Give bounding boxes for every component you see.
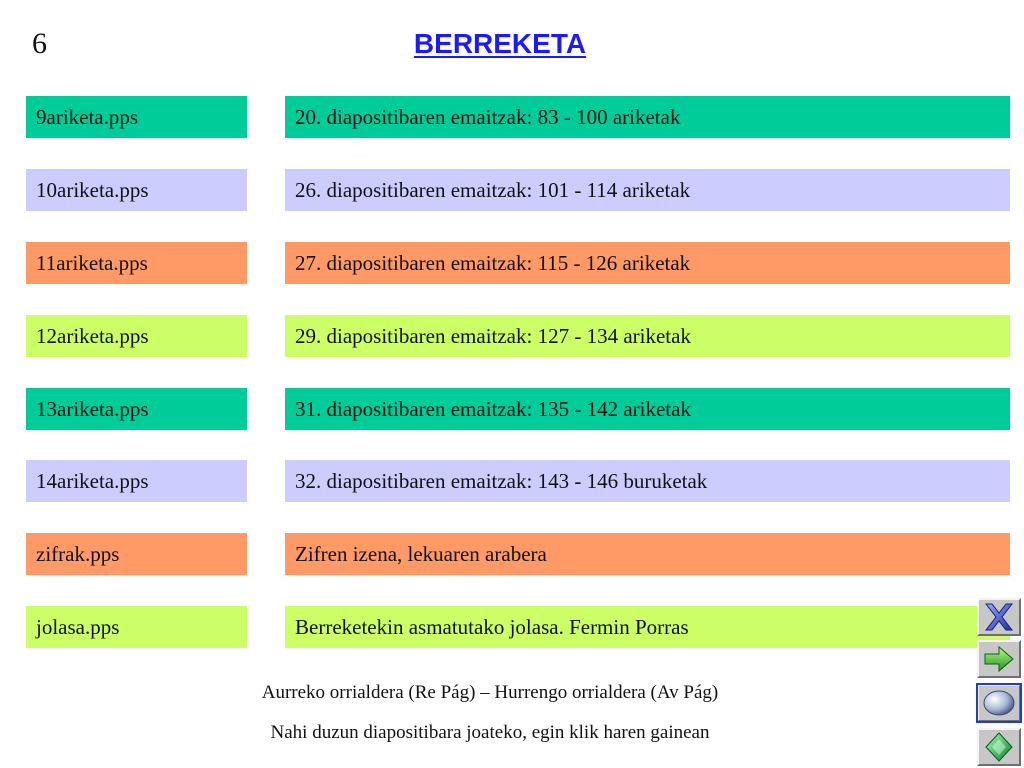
footer-navigation-hint: Aurreko orrialdera (Re Pág) – Hurrengo orrialdera (Av Pág) xyxy=(261,682,719,703)
file-link[interactable]: zifrak.pps xyxy=(26,533,247,575)
file-link[interactable]: jolasa.pps xyxy=(26,606,247,648)
list-item xyxy=(0,315,1024,357)
close-button[interactable] xyxy=(977,598,1021,636)
description-link[interactable]: 20. diapositibaren emaitzak: 83 - 100 ariketak xyxy=(285,96,1010,138)
list-item xyxy=(0,533,1024,575)
arrow-right-icon xyxy=(981,643,1017,675)
description-link[interactable]: Berreketekin asmatutako jolasa. Fermin Porras xyxy=(285,606,1010,648)
list-item xyxy=(0,169,1024,211)
file-link[interactable]: 10ariketa.pps xyxy=(26,169,247,211)
list-item xyxy=(0,388,1024,430)
description-link[interactable]: 26. diapositibaren emaitzak: 101 - 114 ariketak xyxy=(285,169,1010,211)
description-link[interactable]: 27. diapositibaren emaitzak: 115 - 126 ariketak xyxy=(285,242,1010,284)
description-link[interactable]: 31. diapositibaren emaitzak: 135 - 142 ariketak xyxy=(285,388,1010,430)
description-link[interactable]: Zifren izena, lekuaren arabera xyxy=(285,533,1010,575)
list-item xyxy=(0,96,1024,138)
file-link[interactable]: 12ariketa.pps xyxy=(26,315,247,357)
next-slide-button[interactable] xyxy=(977,640,1021,678)
page-title[interactable] xyxy=(0,26,1000,62)
close-x-icon xyxy=(981,601,1017,633)
description-link[interactable]: 32. diapositibaren emaitzak: 143 - 146 buruketak xyxy=(285,460,1010,502)
file-link[interactable]: 9ariketa.pps xyxy=(26,96,247,138)
file-link[interactable]: 13ariketa.pps xyxy=(26,388,247,430)
list-item xyxy=(0,242,1024,284)
file-link[interactable]: 14ariketa.pps xyxy=(26,460,247,502)
list-item xyxy=(0,460,1024,502)
slide-number: 6 xyxy=(32,27,47,60)
list-item xyxy=(0,606,1024,648)
circle-button-icon xyxy=(981,687,1017,719)
arrow-up-down-icon xyxy=(981,731,1017,763)
page-title-link[interactable]: BERREKETA xyxy=(413,28,587,59)
navigation-button[interactable] xyxy=(977,728,1021,766)
footer-click-hint: Nahi duzun diapositibara joateko, egin klik haren gainean xyxy=(270,722,710,743)
file-link[interactable]: 11ariketa.pps xyxy=(26,242,247,284)
description-link[interactable]: 29. diapositibaren emaitzak: 127 - 134 ariketak xyxy=(285,315,1010,357)
home-button[interactable] xyxy=(977,684,1021,722)
